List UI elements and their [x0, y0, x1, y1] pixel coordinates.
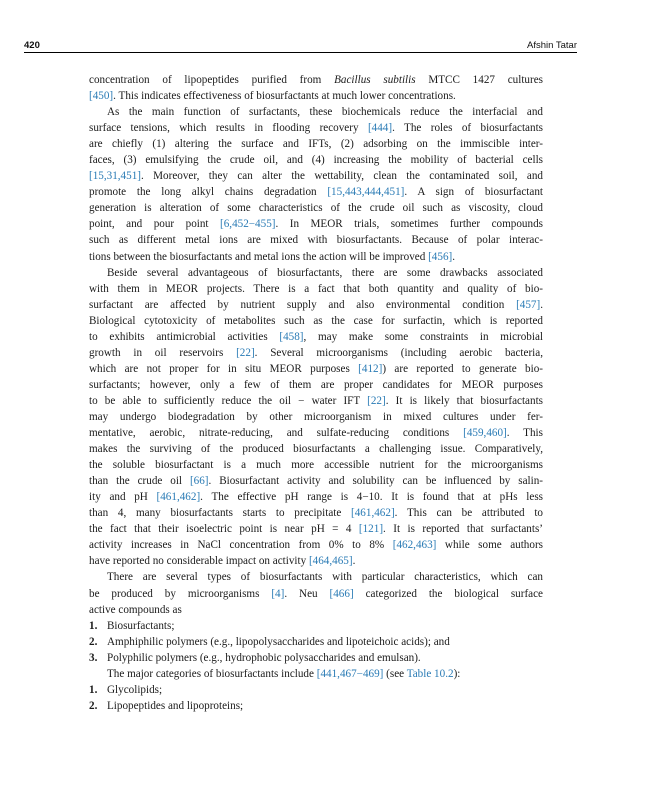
citation-link[interactable]: [66] — [189, 475, 209, 488]
list-item — [89, 634, 543, 650]
text-line: [450]. This indicates effectiveness of biosurfactants at much lower concentrations. — [89, 90, 456, 103]
text-line: growth in oil reservoirs [22]. Several microorganisms (including aerobic bacteria, — [89, 346, 543, 359]
text-line: There are several types of biosurfactants with particular characteristics, which can — [107, 571, 543, 584]
text-line: Biological cytotoxicity of metabolites such as the case for surfactin, which is reported — [89, 314, 543, 327]
text-line: which are not proper for in situ MEOR purposes [412]) are reported to generate bio- — [89, 362, 544, 375]
list-item-text: Glycolipids; — [107, 683, 163, 696]
text-line: to be able to sufficiently reduce the oil − water IFT [22]. It is likely that biosurfactants — [89, 394, 543, 407]
numbered-list-list2 — [89, 682, 543, 714]
text-line: faces, (3) emulsifying the crude oil, and (4) increasing the mobility of bacterial cells — [89, 154, 543, 167]
citation-link[interactable]: [412] — [358, 362, 383, 375]
text-line: than the crude oil [66]. Biosurfactant activity and solubility can be influenced by salin- — [89, 475, 544, 488]
text-line: point, and pour point [6,452−455]. In MEOR trials, sometimes further compounds — [89, 218, 543, 231]
citation-link[interactable]: [461,462] — [351, 507, 395, 520]
list-item-text: Lipopeptides and lipoproteins; — [107, 699, 244, 712]
citation-link[interactable]: [6,452−455] — [220, 218, 276, 231]
citation-link[interactable]: [462,463] — [392, 539, 437, 552]
paragraph-p2 — [89, 265, 543, 570]
text-line: such as different metal ions are mixed with biosurfactants. Because of polar interac- — [89, 234, 543, 247]
page-number: 420 — [24, 40, 40, 51]
list-item-number: 2. — [89, 635, 98, 648]
text-line: the fact that their isoelectric point is near pH = 4 [121]. It is reported that surfactants’ — [89, 523, 544, 536]
text-line: [15,31,451]. Moreover, they can alter the wettability, clean the contaminated soil, and — [89, 170, 543, 183]
running-header — [24, 38, 577, 53]
citation-link[interactable]: [459,460] — [463, 427, 507, 440]
list-item-number: 1. — [89, 619, 98, 632]
paragraph-p1 — [89, 104, 543, 264]
citation-link[interactable]: Table 10.2 — [406, 667, 454, 680]
text-line: surfactant are affected by nutrient supply and also environmental condition [457]. — [89, 298, 543, 311]
citation-link[interactable]: [121] — [358, 523, 384, 536]
text-line: generation is alteration of some characteristics of the crude oil such as viscosity, cloud — [89, 202, 543, 215]
text-line: promote the long alkyl chains degradation [15,443,444,451]. A sign of biosurfactant — [89, 186, 543, 199]
list-item — [89, 650, 543, 666]
citation-link[interactable]: [15,443,444,451] — [327, 186, 405, 199]
citation-link[interactable]: [461,462] — [156, 491, 201, 504]
text-line: surfactants; however, only a few of them are proper candidates for MEOR purposes — [89, 378, 543, 391]
text-line: may undergo biodegradation by other microorganism in mixed cultures under fer- — [89, 410, 543, 423]
list-item — [89, 682, 543, 698]
running-author: Afshin Tatar — [527, 40, 577, 51]
list-item — [89, 618, 543, 634]
citation-link[interactable]: [444] — [367, 122, 393, 135]
text-line: be produced by microorganisms [4]. Neu [466] categorized the biological surface — [89, 587, 543, 600]
italic-term: Bacillus subtilis — [334, 74, 416, 86]
citation-link[interactable]: [466] — [329, 587, 354, 600]
numbered-list-list1 — [89, 618, 543, 666]
text-line: makes the surviving of the produced biosurfactants a challenging issue. Comparatively, — [89, 443, 543, 456]
citation-link[interactable]: [4] — [271, 587, 285, 600]
text-line: ity and pH [461,462]. The effective pH range is 4−10. It is found that at pHs less — [89, 491, 543, 504]
list-item-text: Amphiphilic polymers (e.g., lipopolysaccharides and lipoteichoic acids); and — [107, 635, 450, 648]
text-line: than 4, many biosurfactants starts to precipitate [461,462]. This can be attributed to — [89, 507, 544, 520]
citation-link[interactable]: [22] — [236, 346, 255, 359]
list-item-number: 1. — [89, 683, 98, 696]
citation-link[interactable]: [15,31,451] — [89, 170, 141, 183]
text-line: to exhibits antimicrobial activities [458], may make some constraints in microbial — [89, 330, 543, 343]
text-line: As the main function of surfactants, these biochemicals reduce the interfacial and — [107, 106, 543, 119]
citation-link[interactable]: [456] — [428, 250, 453, 263]
citation-link[interactable]: [458] — [279, 330, 304, 343]
text-line: surface tensions, which results in flooding recovery [444]. The roles of biosurfactants — [89, 122, 543, 135]
list-item-text: Polyphilic polymers (e.g., hydrophobic polysaccharides and emulsan). — [107, 651, 421, 664]
paragraph-p4 — [89, 666, 543, 682]
list-item-number: 2. — [89, 699, 98, 712]
citation-link[interactable]: [464,465] — [308, 555, 353, 568]
paragraph-p0 — [89, 72, 543, 104]
text-line: with them in MEOR projects. There is a fact that both quantity and quality of bio- — [89, 282, 543, 295]
citation-link[interactable]: [22] — [367, 394, 386, 407]
text-line: The major categories of biosurfactants include [441,467−469] (see Table 10.2): — [107, 667, 461, 680]
text-line: are chiefly (1) altering the surface and IFTs, (2) adsorbing on the immiscible inter- — [89, 138, 543, 151]
list-item-number: 3. — [89, 651, 98, 664]
text-line: the soluble biosurfactant is a much more accessible nutrient for the microorganisms — [89, 459, 543, 472]
text-line: activity increases in NaCl concentration from 0% to 8% [462,463] while some authors — [89, 539, 543, 552]
body-text — [89, 72, 543, 714]
citation-link[interactable]: [457] — [516, 298, 541, 311]
text-line: active compounds as — [89, 603, 182, 616]
text-line: mentative, aerobic, nitrate-reducing, and sulfate-reducing conditions [459,460]. This — [89, 427, 543, 440]
citation-link[interactable]: [441,467−469] — [316, 667, 384, 680]
list-item — [89, 698, 543, 714]
list-item-text: Biosurfactants; — [107, 619, 175, 632]
paragraph-p3 — [89, 569, 543, 617]
text-line: tions between the biosurfactants and metal ions the action will be improved [456]. — [89, 250, 456, 263]
citation-link[interactable]: [450] — [89, 90, 114, 103]
text-line: have reported no considerable impact on activity [464,465]. — [89, 555, 356, 568]
text-line: concentration of lipopeptides purified from Bacillus subtilis MTCC 1427 cultures — [89, 74, 543, 86]
text-line: Beside several advantageous of biosurfactants, there are some drawbacks associated — [107, 266, 543, 279]
